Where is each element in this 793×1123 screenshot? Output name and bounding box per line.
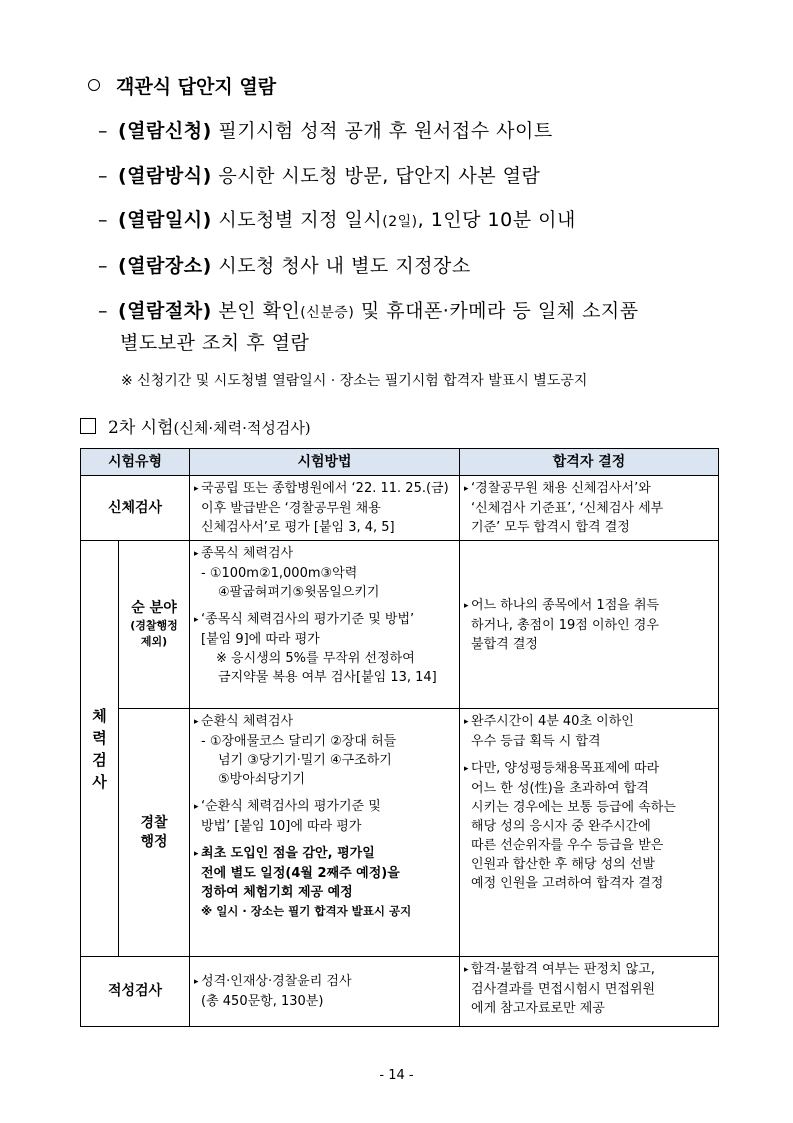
list-item: – (열람절차) 본인 확인(신분증) 및 휴대폰·카메라 등 일체 소지품 (98, 300, 639, 322)
list-item: – (열람신청) 필기시험 성적 공개 후 원서접수 사이트 (98, 120, 553, 142)
triangle-bullet-icon: ▸ (194, 802, 199, 812)
table-header-row (81, 449, 719, 476)
header-result: 합격자 결정 (460, 449, 719, 476)
list-item: – (열람장소) 시도청 청사 내 별도 지정장소 (98, 255, 471, 277)
triangle-bullet-icon: ▸ (194, 549, 199, 559)
type-cell-vertical: 체 력 검 사 (81, 541, 119, 957)
table-row (81, 476, 719, 541)
type-cell: 적성검사 (81, 957, 190, 1027)
method-cell: ▸ 순환식 체력검사 - ①장애물코스 달리기 ②장대 허들 넘기 ③당기기·밀기 ④구조하기 ⑤방아쇠당기기 ▸ ‘순환식 체력검사의 평가기준 및 방법’ [붙임 10]에 따라 평가 ▸ 최초 도입인 점을 감안, 평가일 전에 별도 일정(4월 2째주 예정)을 정하여 체험기회 제공 예정 ※ 일시 · 장소는 필기 합격자 발표시 공지 (190, 709, 460, 957)
method-cell: ▸ 국공립 또는 종합병원에서 ‘22. 11. 25.(금) 이후 발급받은 ‘경찰공무원 채용 신체검사서’로 평가 [붙임 3, 4, 5] (190, 476, 460, 541)
exam-table (80, 448, 719, 1027)
triangle-bullet-icon: ▸ (464, 965, 469, 975)
table-row (81, 957, 719, 1027)
page-number: - 14 - (379, 1068, 414, 1083)
header-method: 시험방법 (190, 449, 460, 476)
list-item: – (열람방식) 응시한 시도청 방문, 답안지 사본 열람 (98, 165, 541, 187)
triangle-bullet-icon: ▸ (464, 484, 469, 494)
method-cell: ▸ 종목식 체력검사 - ①100m②1,000m③악력 ④팔굽혀펴기⑤윗몸일으키기 ▸ ‘종목식 체력검사의 평가기준 및 방법’ [붙임 9]에 따라 평가 ※ 응시생의 5%를 무작위 선정하여 금지약물 복용 여부 검사[붙임 13, 14] (190, 541, 460, 709)
triangle-bullet-icon: ▸ (194, 615, 199, 625)
result-cell: ▸ 완주시간이 4분 40초 이하인 우수 등급 획득 시 합격 ▸ 다만, 양성평등채용목표제에 따라 어느 한 성(性)을 초과하여 합격 시키는 경우에는 보통 등급에 속하는 해당 성의 응시자 중 완주시간에 따른 선순위자를 우수 등급을 받은 인원과 합산한 후 해당 성의 선발 예정 인원을 고려하여 합격자 결정 (460, 709, 719, 957)
result-cell: ▸ 어느 하나의 종목에서 1점을 취득 하거나, 총점이 19점 이하인 경우 불합격 결정 (460, 541, 719, 709)
section2-title: 2차 시험(신체·체력·적성검사) (80, 413, 311, 438)
triangle-bullet-icon: ▸ (464, 600, 469, 611)
table-row (81, 709, 719, 957)
method-cell: ▸ 성격·인재상·경찰윤리 검사 (총 450문항, 130분) (190, 957, 460, 1027)
triangle-bullet-icon: ▸ (464, 717, 469, 727)
circle-bullet-icon (88, 79, 100, 91)
list-item-continuation: 별도보관 조치 후 열람 (120, 332, 310, 354)
list-item: – (열람일시) 시도청별 지정 일시(2일), 1인당 10분 이내 (98, 209, 576, 231)
subtype-cell: 경찰 행정 (119, 709, 190, 957)
triangle-bullet-icon: ▸ (194, 977, 199, 987)
subtype-cell: 순 분야 (경찰행정 제외) (119, 541, 190, 709)
triangle-bullet-icon: ▸ (194, 849, 199, 859)
square-bullet-icon (80, 418, 96, 434)
header-type: 시험유형 (81, 449, 190, 476)
type-cell: 신체검사 (81, 476, 190, 541)
triangle-bullet-icon: ▸ (194, 717, 199, 727)
table-row (81, 541, 719, 709)
result-cell: ▸ ‘경찰공무원 채용 신체검사서’와 ‘신체검사 기준표’, ‘신체검사 세부 기준’ 모두 합격시 합격 결정 (460, 476, 719, 541)
triangle-bullet-icon: ▸ (464, 764, 469, 774)
section-title: 객관식 답안지 열람 (88, 72, 276, 99)
result-cell: ▸ 합격·불합격 여부는 판정치 않고, 검사결과를 면접시험시 면접위원 에게 참고자료로만 제공 (460, 957, 719, 1027)
triangle-bullet-icon: ▸ (194, 484, 199, 494)
note: ※ 신청기간 및 시도청별 열람일시 · 장소는 필기시험 합격자 발표시 별도공지 (121, 373, 588, 389)
